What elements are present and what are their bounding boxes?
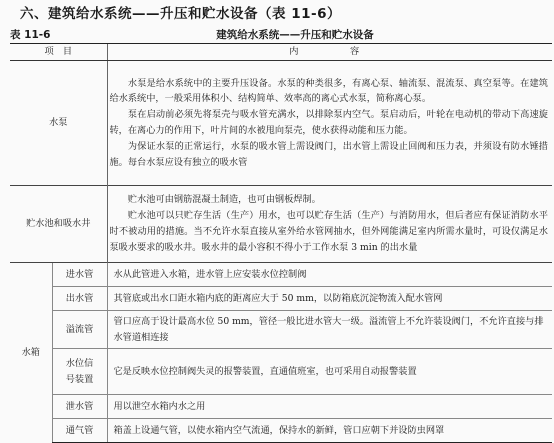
row-label-pump: 水泵 [10, 61, 107, 186]
table-row-level-signal [10, 349, 552, 395]
table-row-vent-pipe [10, 419, 552, 443]
tank-well-paragraph-2: 贮水池可以只贮存生活（生产）用水，也可以贮存生活（生产）与消防用水，但后者应有保证消防水平时不被动用的措施。当不允许水泵直接从室外给水管网抽水，但外网能满足室内所需水量时，可设仅满足水泵吸水要求的吸水井。吸水井的最小容积不得小于工作水泵 3 min 的出水量 [109, 210, 548, 253]
sub-label-outlet-pipe: 出水管 [52, 287, 107, 311]
table-row-tank-well [10, 186, 552, 263]
pump-paragraph-3: 为保证水泵的正常运行，水泵的吸水管上需设阀门，出水管上需设止回阀和压力表，并须设有防水锤措施。每台水泵应设有独立的吸水管 [109, 140, 548, 168]
sub-content-inlet-pipe: 水从此管进入水箱，进水管上应安装水位控制阀 [107, 263, 552, 287]
sub-label-level-signal-line2: 号装置 [65, 373, 94, 385]
sub-label-inlet-pipe: 进水管 [52, 263, 107, 287]
section-title: 六、建筑给水系统——升压和贮水设备（表 11-6） [20, 6, 341, 22]
table-row-overflow-pipe [10, 311, 552, 349]
header-item: 项 目 [10, 44, 107, 61]
sub-content-drain-pipe: 用以泄空水箱内水之用 [107, 395, 552, 419]
sub-content-level-signal: 它是反映水位控制阀失灵的报警装置，直通值班室，也可采用自动报警装置 [107, 349, 552, 395]
table-caption: 建筑给水系统——升压和贮水设备 [216, 29, 374, 41]
equipment-table [10, 43, 552, 443]
sub-label-vent-pipe: 通气管 [52, 419, 107, 443]
table-header-row [10, 44, 552, 61]
sub-label-drain-pipe: 泄水管 [52, 395, 107, 419]
row-label-water-tank: 水箱 [10, 263, 52, 443]
table-id: 表 11-6 [10, 29, 51, 41]
sub-label-overflow-pipe: 溢流管 [52, 311, 107, 349]
sub-content-overflow-pipe: 管口应高于设计最高水位 50 mm，管径一般比进水管大一级。溢流管上不允许装设阀门，不允许直接与排水管道相连接 [107, 311, 552, 349]
row-content-tank-well [107, 186, 552, 263]
sub-content-vent-pipe: 箱盖上设通气管，以使水箱内空气流通，保持水的新鲜，管口应朝下并设防虫网罩 [107, 419, 552, 443]
row-content-pump [107, 61, 552, 186]
table-row-pump [10, 61, 552, 186]
table-row-drain-pipe [10, 395, 552, 419]
header-content-label: 内 容 [289, 46, 371, 58]
row-label-tank-well: 贮水池和吸水井 [10, 186, 107, 263]
pump-paragraph-2: 泵在启动前必须先将泵壳与吸水管充满水，以排除泵内空气。泵启动后，叶轮在电动机的带动下高速旋转，在离心力的作用下，叶片间的水被甩向泵壳，使水获得动能和压力能。 [109, 109, 548, 136]
sub-label-level-signal-line1: 水位信 [65, 357, 94, 369]
sub-content-outlet-pipe: 其管底或出水口距水箱内底的距离应大于 50 mm，以防箱底沉淀物流入配水管网 [107, 287, 552, 311]
sub-label-level-signal [52, 349, 107, 395]
header-content [107, 44, 552, 61]
tank-well-paragraph-1: 贮水池可由钢筋混凝土制造，也可由钢板焊制。 [127, 194, 321, 206]
table-row-outlet-pipe [10, 287, 552, 311]
pump-paragraph-1: 水泵是给水系统中的主要升压设备。水泵的种类很多，有离心泵、轴流泵、混流泵、真空泵等。在建筑给水系统中，一般采用体积小、结构简单、效率高的离心式水泵，简称离心泵。 [109, 77, 548, 105]
table-row-inlet-pipe [10, 263, 552, 287]
